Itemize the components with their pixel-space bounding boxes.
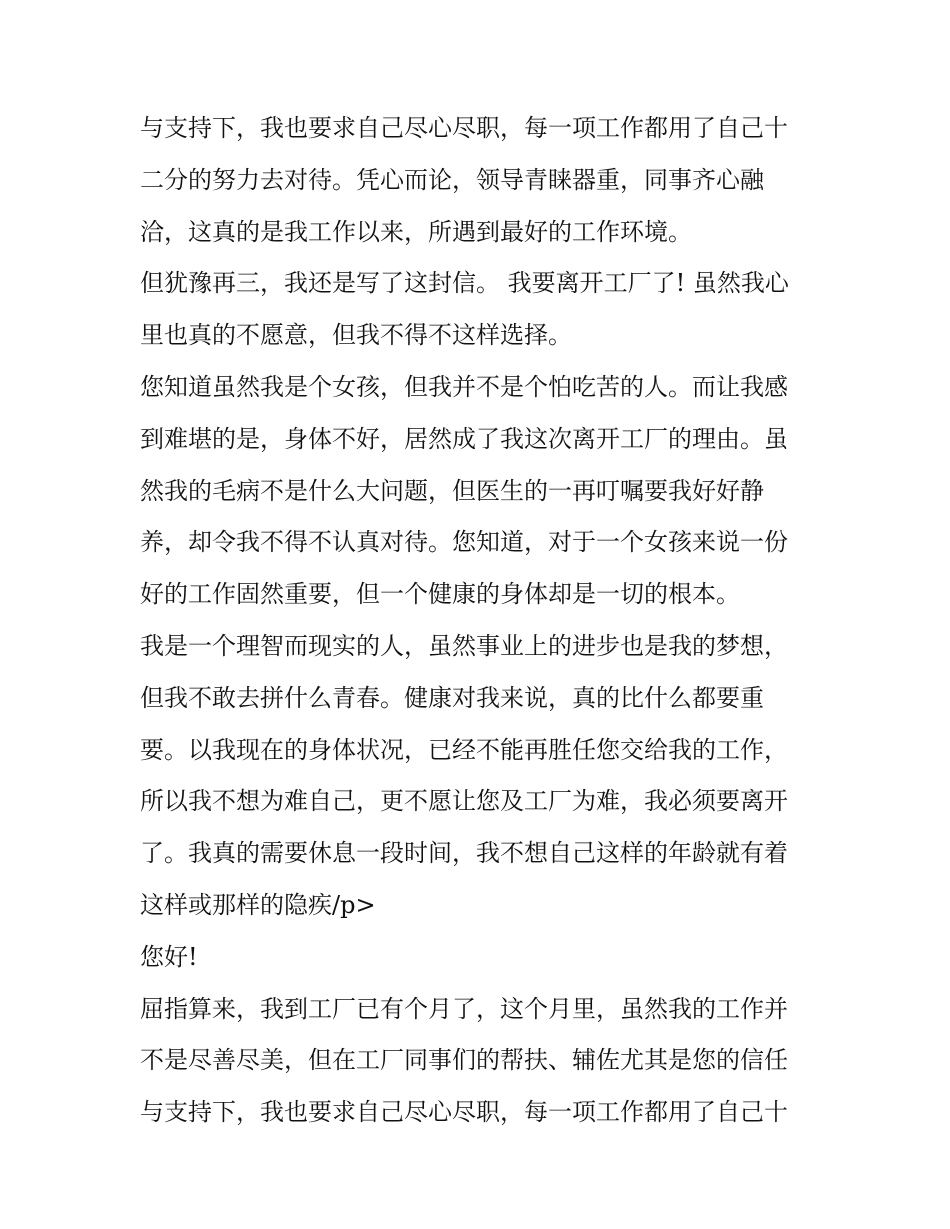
letter-body (140, 103, 820, 1139)
text-line: 所以我不想为难自己，更不愿让您及工厂为难，我必须要离开 (140, 787, 788, 816)
text-line: 不是尽善尽美，但在工厂同事们的帮扶、辅佐尤其是您的信任 (140, 1046, 788, 1075)
text-line: 洽，这真的是我工作以来，所遇到最好的工作环境。 (140, 217, 692, 246)
text-line: 好的工作固然重要，但一个健康的身体却是一切的根本。 (140, 580, 740, 609)
text-line: 里也真的不愿意，但我不得不这样选择。 (140, 321, 572, 350)
text-line: 但我不敢去拼什么青春。健康对我来说，真的比什么都要重 (140, 683, 764, 712)
text-line: 二分的努力去对待。凭心而论，领导青睐器重，同事齐心融 (140, 165, 764, 194)
text-line: 屈指算来，我到工厂已有个月了，这个月里，虽然我的工作并 (140, 994, 788, 1023)
text-line: 到难堪的是，身体不好，居然成了我这次离开工厂的理由。虽 (140, 424, 788, 453)
text-line: 要。以我现在的身体状况，已经不能再胜任您交给我的工作， (140, 735, 788, 764)
text-line: 您好! (140, 942, 198, 971)
text-line: 养，却令我不得不认真对待。您知道，对于一个女孩来说一份 (140, 528, 788, 557)
text-line: 了。我真的需要休息一段时间，我不想自己这样的年龄就有着 (140, 839, 788, 868)
text-line: 我是一个理智而现实的人，虽然事业上的进步也是我的梦想， (140, 631, 788, 660)
text-line: 但犹豫再三，我还是写了这封信。 我要离开工厂了! 虽然我心 (140, 269, 789, 298)
text-line: 与支持下，我也要求自己尽心尽职，每一项工作都用了自己十 (140, 114, 788, 142)
text-line: 这样或那样的隐疾/p> (140, 890, 376, 919)
text-line: 您知道虽然我是个女孩，但我并不是个怕吃苦的人。而让我感 (140, 372, 788, 401)
text-line: 然我的毛病不是什么大问题，但医生的一再叮嘱要我好好静 (140, 476, 764, 505)
text-line: 与支持下，我也要求自己尽心尽职，每一项工作都用了自己十 (140, 1098, 788, 1127)
